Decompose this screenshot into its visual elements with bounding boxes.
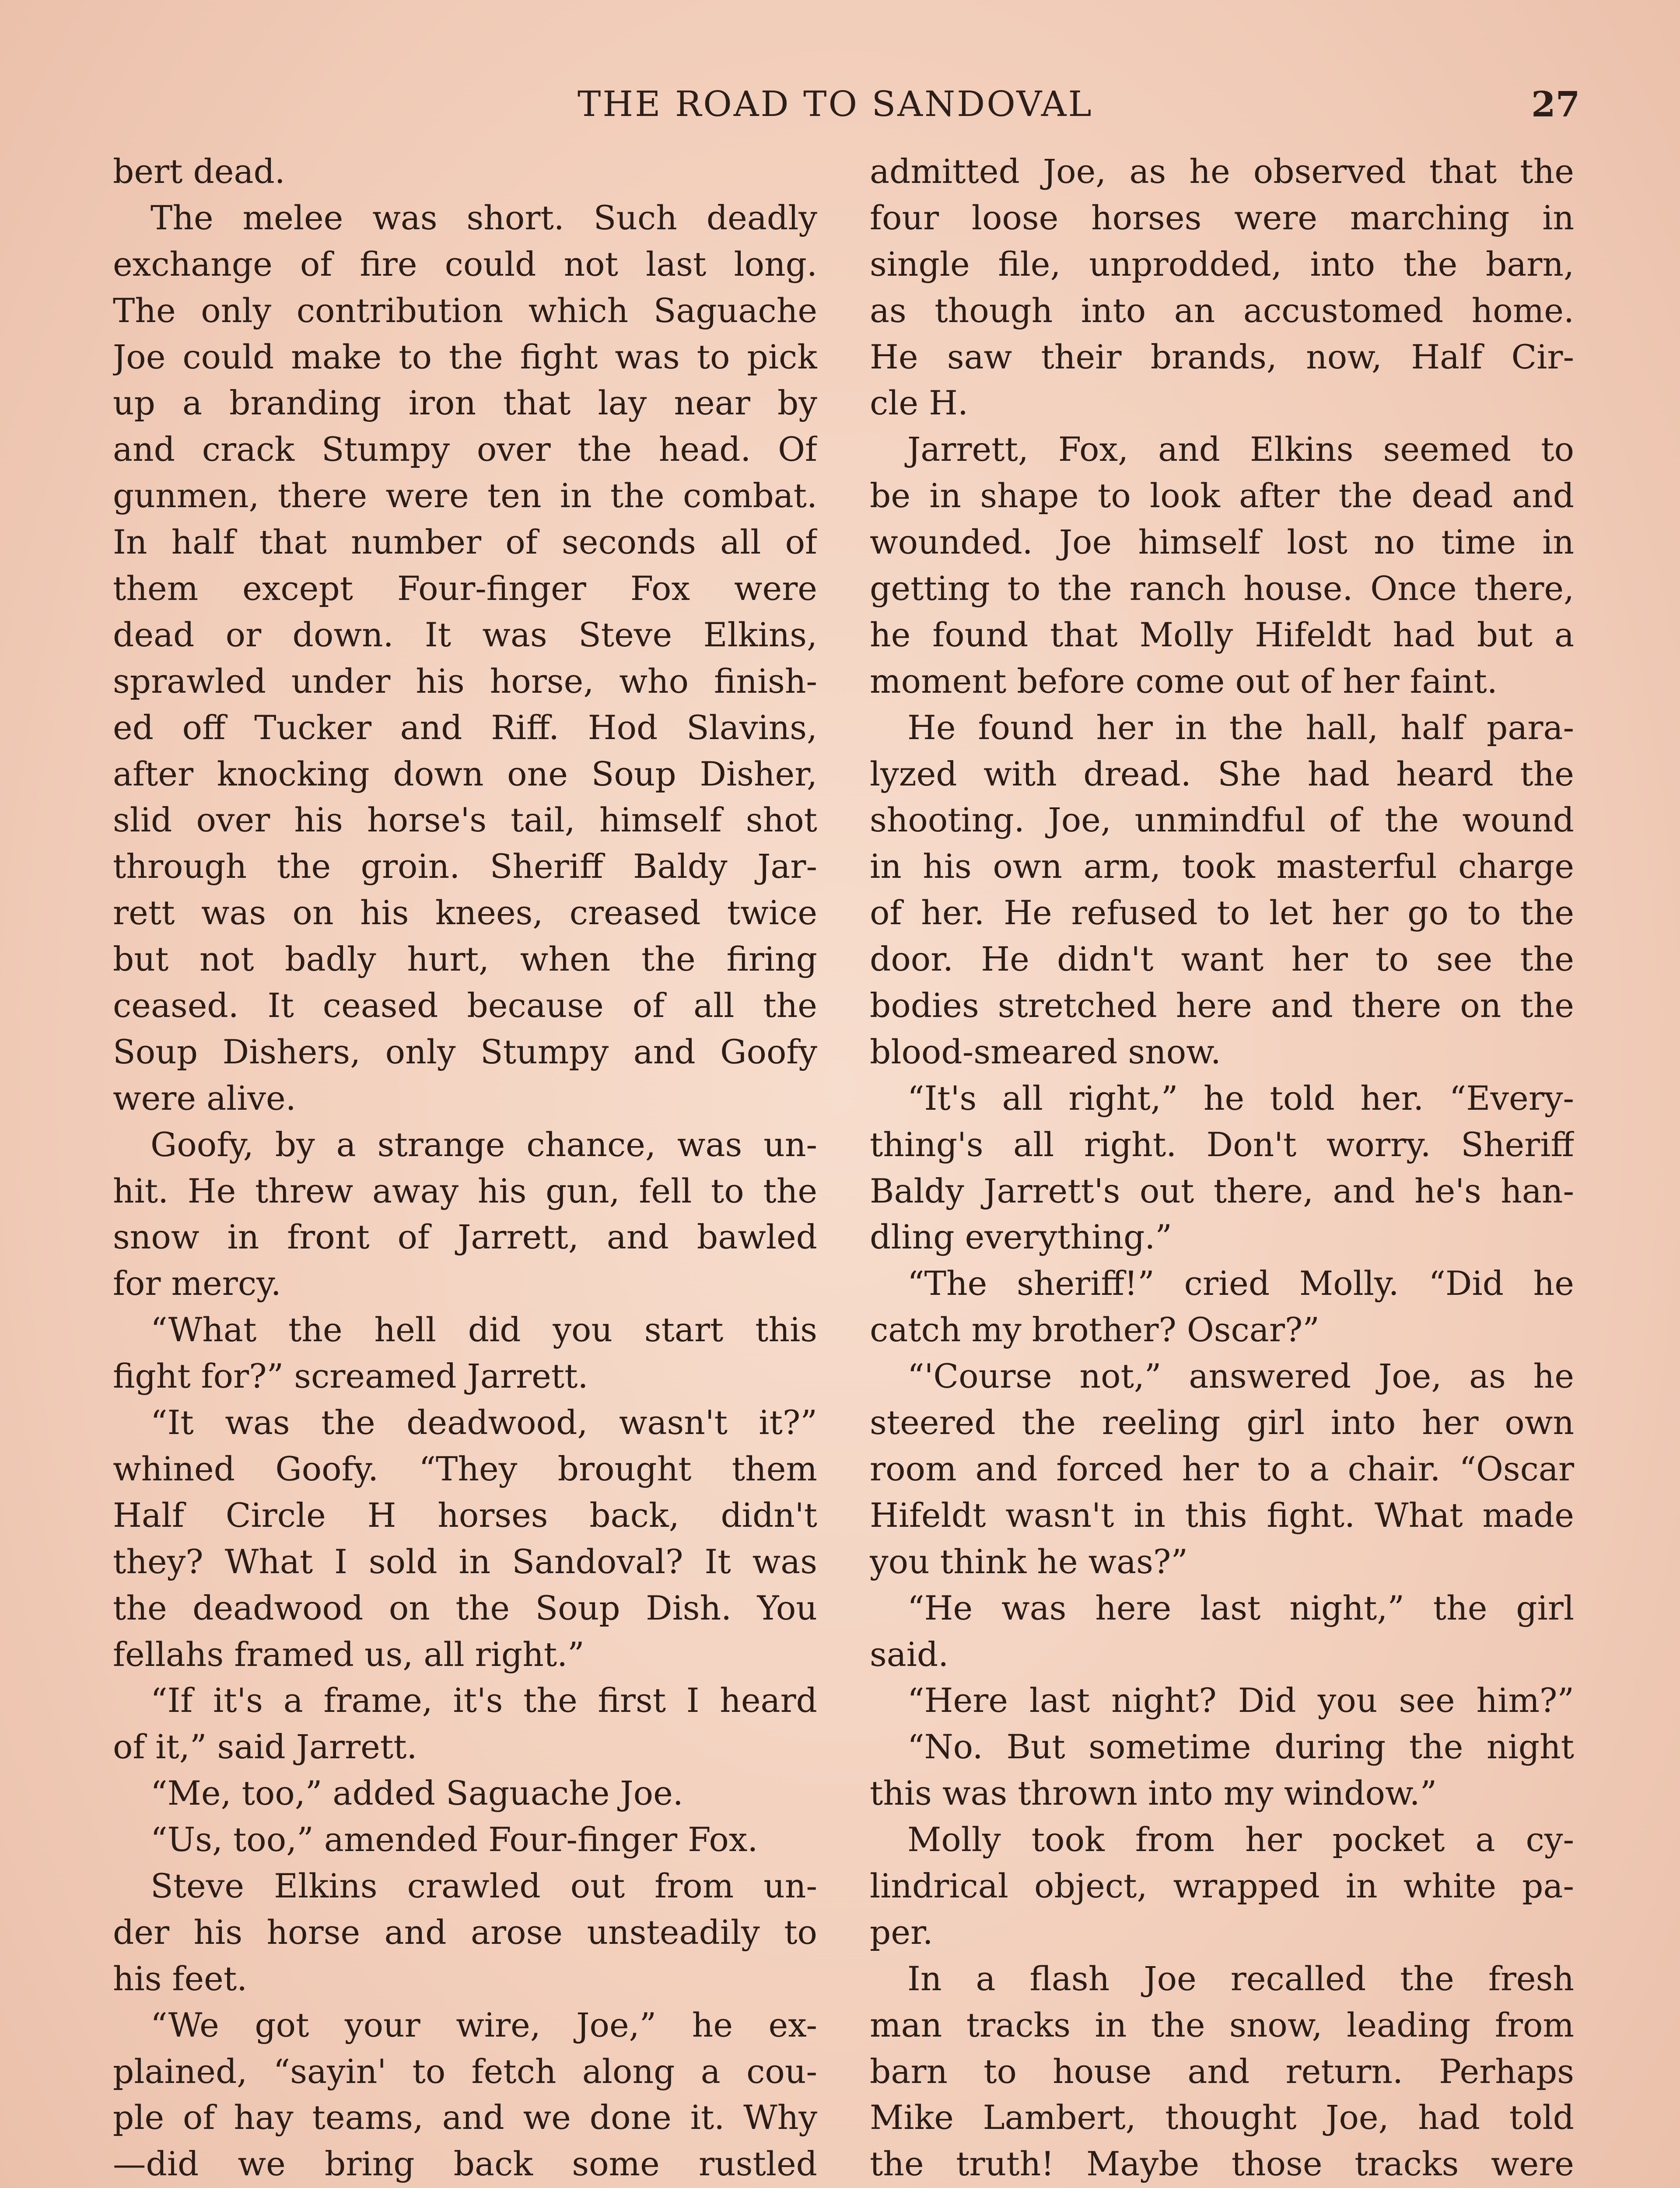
text-line: cle H.	[870, 384, 968, 423]
text-line: them except Four-finger Fox were	[113, 569, 817, 608]
text-line: Hifeldt wasn't in this fight. What made	[870, 1496, 1574, 1535]
text-line: fellahs framed us, all right.”	[113, 1635, 584, 1674]
text-line: man tracks in the snow, leading from	[870, 2006, 1574, 2044]
text-line: snow in front of Jarrett, and bawled	[113, 1218, 817, 1257]
text-line: plained, “sayin' to fetch along a cou-	[113, 2052, 817, 2091]
text-line: sprawled under his horse, who finish-	[113, 662, 817, 701]
text-line: lyzed with dread. She had heard the	[870, 754, 1574, 793]
text-line: slid over his horse's tail, himself shot	[113, 801, 817, 840]
text-line: the deadwood on the Soup Dish. You	[113, 1588, 817, 1627]
text-line: this was thrown into my window.”	[870, 1774, 1437, 1813]
text-line: rett was on his knees, creased twice	[113, 894, 817, 933]
text-line: through the groin. Sheriff Baldy Jar-	[113, 847, 817, 886]
text-line: Baldy Jarrett's out there, and he's han-	[870, 1171, 1574, 1210]
text-line: room and forced her to a chair. “Oscar	[870, 1449, 1574, 1488]
text-line: fight for?” screamed Jarrett.	[113, 1357, 588, 1396]
running-title: THE ROAD TO SANDOVAL	[578, 84, 1093, 124]
text-line: getting to the ranch house. Once there,	[870, 569, 1574, 608]
text-line: bodies stretched here and there on the	[870, 986, 1574, 1025]
text-line: The melee was short. Such deadly	[150, 198, 817, 237]
right-text-column	[870, 149, 1574, 2188]
text-line: be in shape to look after the dead and	[870, 477, 1574, 515]
text-line: exchange of fire could not last long.	[113, 245, 817, 284]
text-line: Steve Elkins crawled out from un-	[150, 1866, 817, 1905]
text-line: thing's all right. Don't worry. Sheriff	[870, 1125, 1574, 1164]
text-line: “'Course not,” answered Joe, as he	[907, 1357, 1574, 1396]
text-line: “The sheriff!” cried Molly. “Did he	[907, 1264, 1574, 1303]
text-line: bert dead.	[113, 152, 285, 191]
text-line: as though into an accustomed home.	[870, 291, 1574, 330]
text-line: “We got your wire, Joe,” he ex-	[150, 2006, 817, 2044]
text-line: of her. He refused to let her go to the	[870, 894, 1574, 933]
text-line: dling everything.”	[870, 1218, 1172, 1257]
text-line: “No. But sometime during the night	[907, 1728, 1574, 1767]
text-line: “Here last night? Did you see him?”	[907, 1681, 1574, 1720]
text-line: said.	[870, 1635, 949, 1674]
text-line: gunmen, there were ten in the combat.	[113, 477, 817, 515]
text-line: per.	[870, 1913, 933, 1952]
text-line: “It's all right,” he told her. “Every-	[907, 1079, 1574, 1118]
text-line: “Us, too,” amended Four-finger Fox.	[150, 1820, 758, 1859]
text-line: were alive.	[113, 1079, 296, 1118]
text-line: single file, unprodded, into the barn,	[870, 245, 1574, 284]
text-line: catch my brother? Oscar?”	[870, 1311, 1320, 1350]
text-line: The only contribution which Saguache	[113, 291, 817, 330]
text-line: admitted Joe, as he observed that the	[870, 152, 1574, 191]
text-line: he found that Molly Hifeldt had but a	[870, 615, 1574, 654]
text-line: they? What I sold in Sandoval? It was	[113, 1542, 817, 1581]
text-line: In a flash Joe recalled the fresh	[907, 1959, 1574, 1998]
text-line: of it,” said Jarrett.	[113, 1728, 417, 1767]
text-line: steered the reeling girl into her own	[870, 1403, 1574, 1442]
text-line: and crack Stumpy over the head. Of	[113, 430, 817, 469]
text-line: der his horse and arose unsteadily to	[113, 1913, 817, 1952]
text-line: Mike Lambert, thought Joe, had told	[870, 2098, 1574, 2137]
text-line: —did we bring back some rustled	[113, 2145, 817, 2184]
text-line: Jarrett, Fox, and Elkins seemed to	[907, 430, 1574, 469]
text-line: ceased. It ceased because of all the	[113, 986, 817, 1025]
text-line: four loose horses were marching in	[870, 198, 1574, 237]
text-line: wounded. Joe himself lost no time in	[870, 523, 1574, 562]
text-line: “Me, too,” added Saguache Joe.	[150, 1774, 683, 1813]
text-line: up a branding iron that lay near by	[113, 384, 817, 423]
text-line: Joe could make to the fight was to pick	[113, 337, 817, 376]
text-line: “He was here last night,” the girl	[907, 1588, 1574, 1627]
text-line: “It was the deadwood, wasn't it?”	[150, 1403, 817, 1442]
text-line: “What the hell did you start this	[150, 1311, 817, 1350]
text-line: dead or down. It was Steve Elkins,	[113, 615, 817, 654]
text-line: hit. He threw away his gun, fell to the	[113, 1171, 817, 1210]
text-line: shooting. Joe, unmindful of the wound	[870, 801, 1574, 840]
text-line: for mercy.	[113, 1264, 281, 1303]
text-line: in his own arm, took masterful charge	[870, 847, 1574, 886]
text-line: In half that number of seconds all of	[113, 523, 817, 562]
text-line: moment before come out of her faint.	[870, 662, 1498, 701]
text-line: after knocking down one Soup Disher,	[113, 754, 817, 793]
text-line: the truth! Maybe those tracks were	[870, 2145, 1574, 2184]
text-line: Half Circle H horses back, didn't	[113, 1496, 817, 1535]
text-line: Molly took from her pocket a cy-	[907, 1820, 1574, 1859]
page-number: 27	[1531, 84, 1580, 125]
left-text-column	[113, 149, 817, 2188]
text-line: but not badly hurt, when the firing	[113, 940, 817, 979]
text-line: Goofy, by a strange chance, was un-	[150, 1125, 817, 1164]
text-line: Soup Dishers, only Stumpy and Goofy	[113, 1032, 817, 1071]
text-line: his feet.	[113, 1959, 248, 1998]
text-line: blood-smeared snow.	[870, 1032, 1221, 1071]
text-line: He found her in the hall, half para-	[907, 708, 1574, 747]
text-line: “If it's a frame, it's the first I heard	[150, 1681, 817, 1720]
text-line: whined Goofy. “They brought them	[113, 1449, 817, 1488]
page-header	[0, 78, 1680, 130]
text-line: you think he was?”	[870, 1542, 1188, 1581]
text-line: He saw their brands, now, Half Cir-	[870, 337, 1574, 376]
text-line: ed off Tucker and Riff. Hod Slavins,	[113, 708, 817, 747]
text-line: barn to house and return. Perhaps	[870, 2052, 1574, 2091]
text-line: lindrical object, wrapped in white pa-	[870, 1866, 1574, 1905]
text-line: ple of hay teams, and we done it. Why	[113, 2098, 817, 2137]
text-line: door. He didn't want her to see the	[870, 940, 1574, 979]
